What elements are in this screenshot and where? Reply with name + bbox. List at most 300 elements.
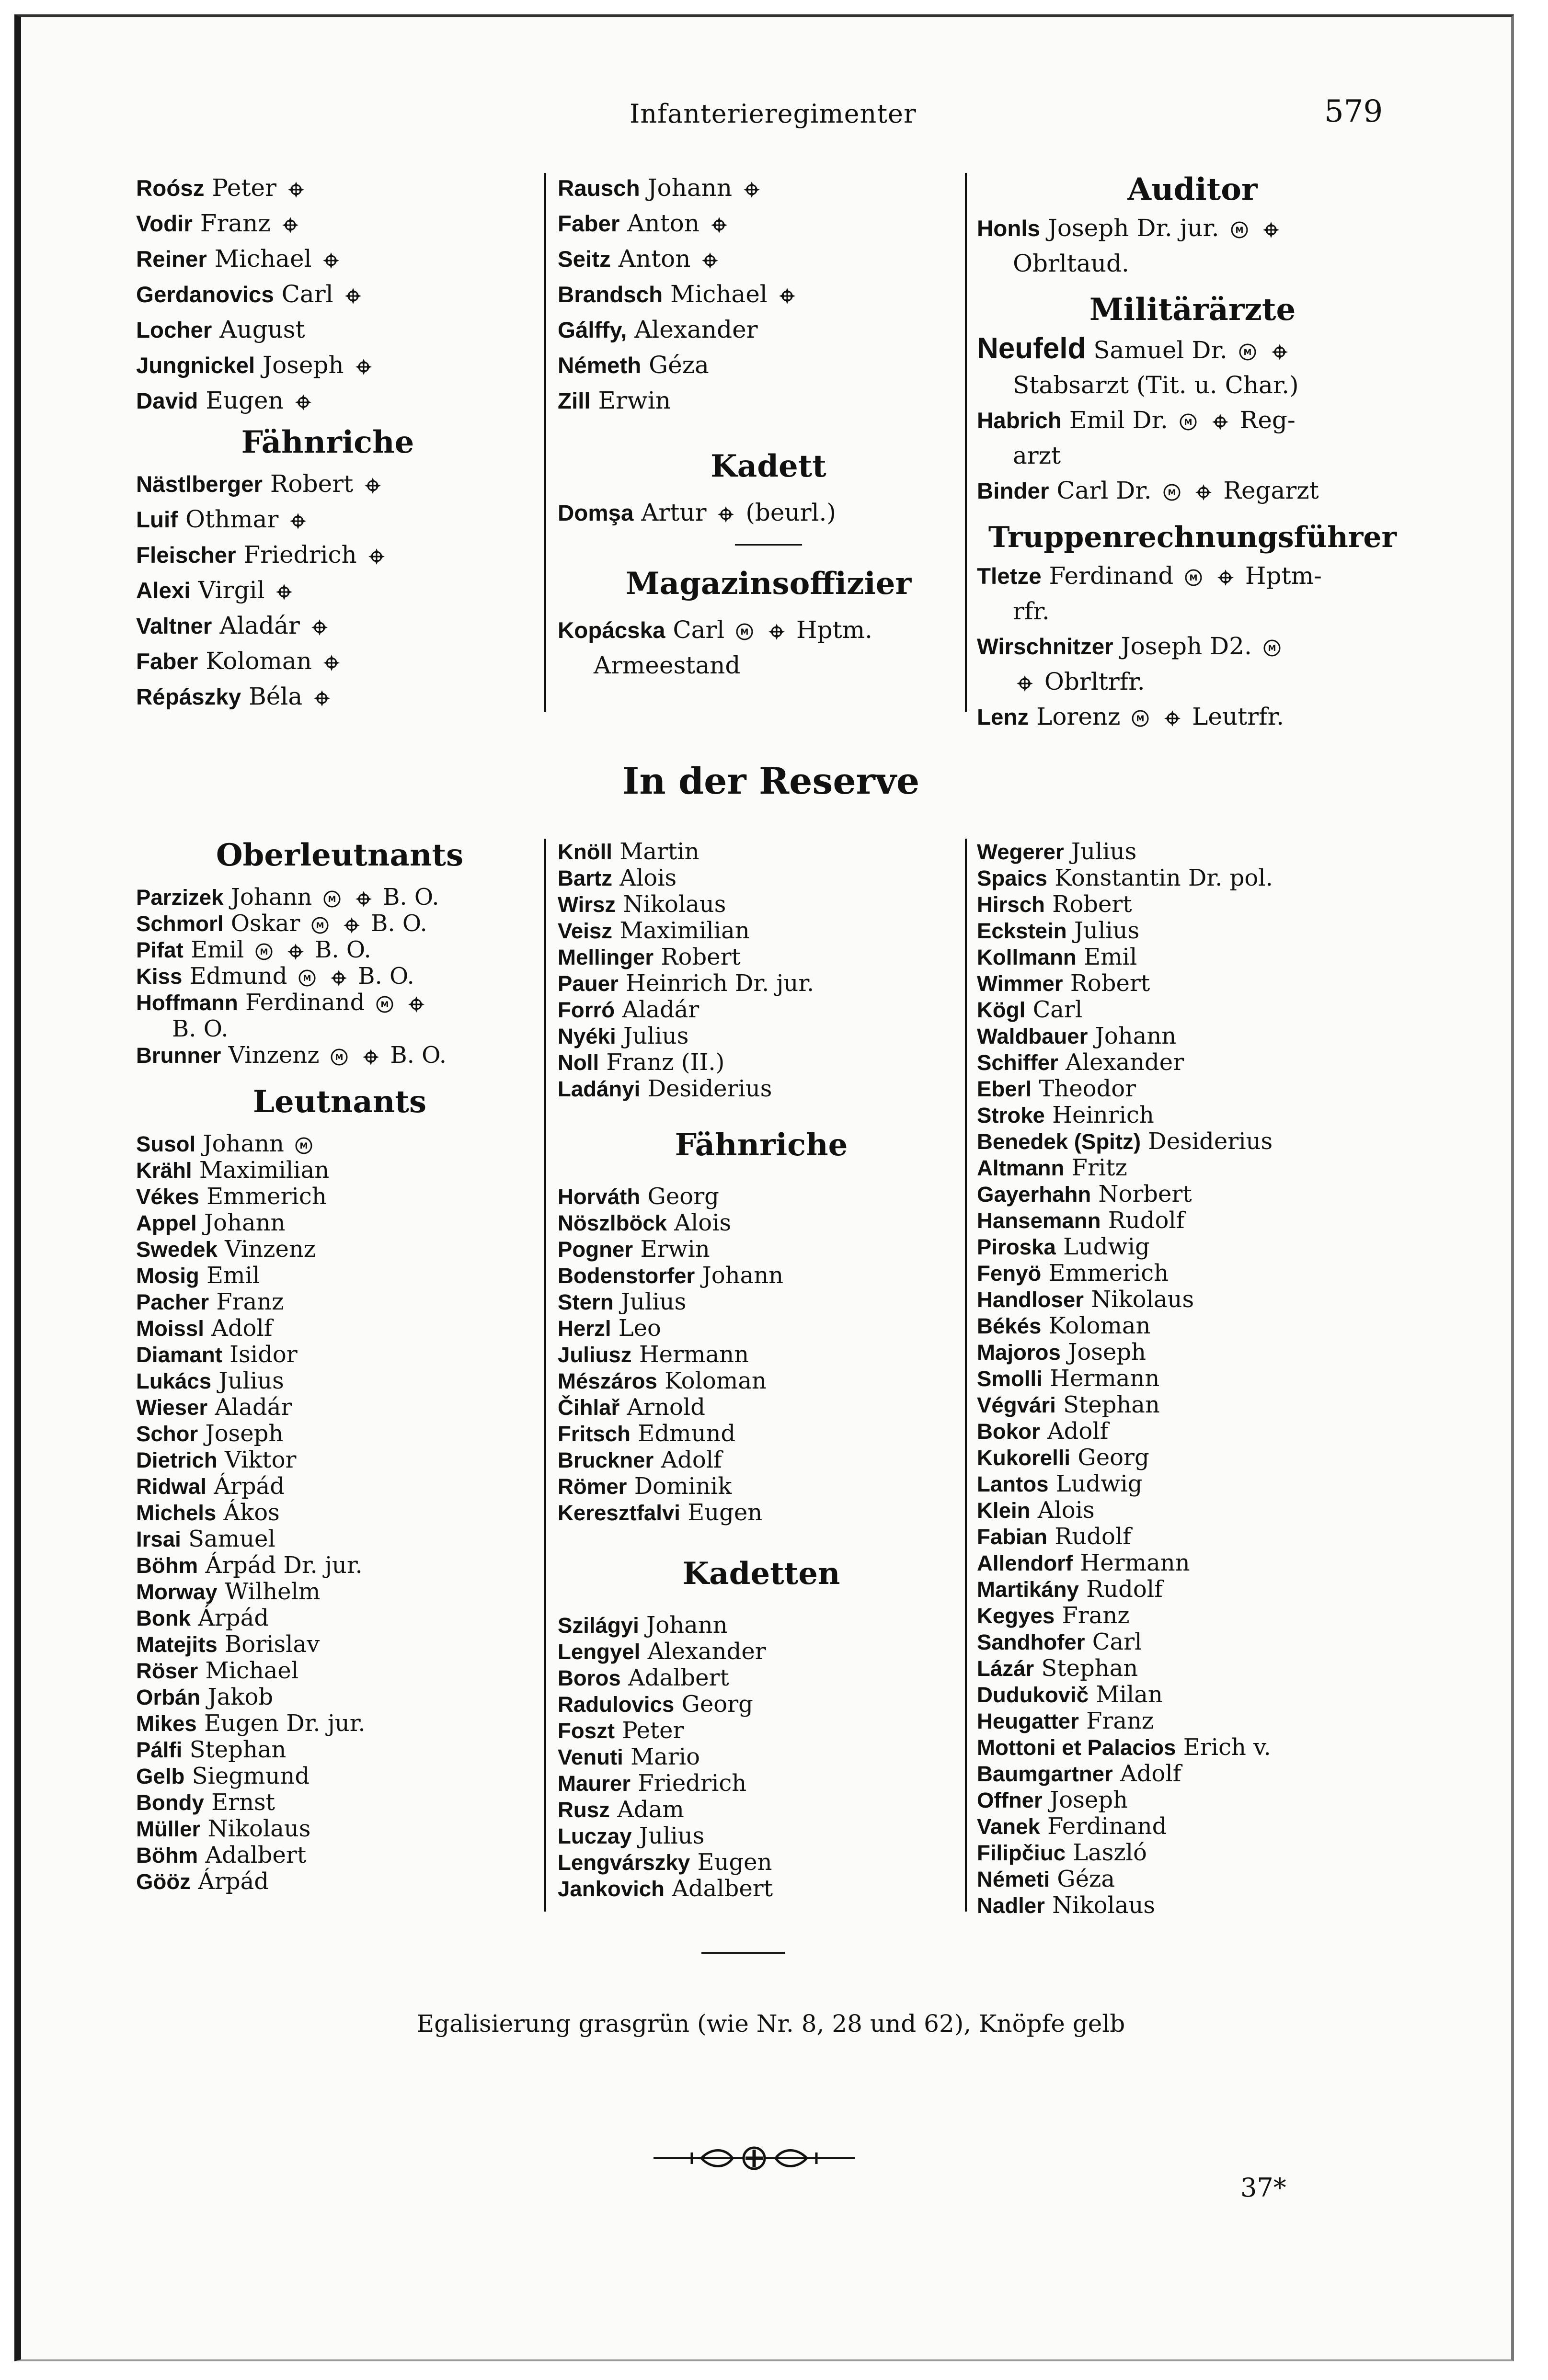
- roster-entry: [136, 1263, 543, 1289]
- given-name: Adalbert: [628, 1664, 729, 1691]
- svg-text:M: M: [1268, 644, 1276, 653]
- given-name: Emmerich: [206, 1183, 327, 1210]
- roster-entry: [136, 1658, 543, 1684]
- roster-entry: [977, 1234, 1432, 1260]
- roster-entry: [558, 1612, 965, 1639]
- given-name: Vinzenz: [228, 1042, 320, 1069]
- roster-entry: [558, 1023, 965, 1049]
- roster-entry: [977, 1155, 1432, 1181]
- roster-entry: [136, 312, 519, 348]
- last-name: Susol: [136, 1132, 196, 1156]
- given-name: Árpád: [214, 1473, 285, 1500]
- given-name: Edmund: [189, 963, 287, 990]
- roster-entry: [977, 1813, 1432, 1840]
- roster-entry-continuation: [977, 246, 1408, 281]
- given-name: Desiderius: [1148, 1128, 1273, 1155]
- last-name: Binder: [977, 478, 1049, 504]
- last-name: Michels: [136, 1501, 217, 1525]
- roster-entry-continuation: [977, 438, 1408, 473]
- given-name: Othmar: [185, 505, 279, 533]
- last-name: Zill: [558, 388, 591, 414]
- given-name: Joseph: [205, 1420, 284, 1447]
- last-name: Heugatter: [977, 1709, 1079, 1733]
- roster-entry: [977, 997, 1432, 1023]
- rank-continuation: arzt: [1013, 442, 1061, 469]
- roster-entry-continuation: [977, 594, 1408, 629]
- merit-medal-icon: [1162, 483, 1181, 502]
- given-name: Emil: [1083, 944, 1137, 970]
- roster-entry: [977, 1181, 1432, 1207]
- roster-entry: [136, 1605, 543, 1631]
- given-name: Carl: [1032, 996, 1083, 1023]
- given-name: Vinzenz: [225, 1236, 316, 1263]
- merit-medal-icon: [330, 1048, 349, 1067]
- last-name: Röser: [136, 1659, 198, 1683]
- last-name: Maurer: [558, 1771, 631, 1796]
- roster-entry: [977, 403, 1408, 438]
- last-name: Sandhofer: [977, 1630, 1085, 1654]
- roster-entry: [977, 1392, 1432, 1418]
- cross-decoration-icon: [310, 618, 329, 637]
- last-name: Horváth: [558, 1184, 641, 1209]
- section-heading-kadett: Kadett: [711, 448, 826, 484]
- given-name: Joseph: [263, 351, 344, 379]
- last-name: Seitz: [558, 247, 611, 272]
- roster-entry: [977, 918, 1432, 944]
- cross-decoration-icon: [1262, 221, 1280, 239]
- given-name: Friedrich: [638, 1770, 747, 1797]
- given-name: Erwin: [598, 387, 671, 414]
- given-name: Carl: [673, 616, 725, 644]
- roster-entry: [558, 970, 965, 997]
- ornament-icon: [654, 2144, 855, 2173]
- given-name: Jakob: [207, 1684, 274, 1710]
- column-rule: [965, 839, 967, 1912]
- roster-entry: [558, 312, 979, 348]
- roster-entry: [558, 1473, 965, 1500]
- last-name: Habrich: [977, 408, 1062, 433]
- roster-entry: [558, 1421, 965, 1447]
- roster-entry: [558, 1744, 965, 1770]
- given-name: Nikolaus: [1052, 1892, 1156, 1919]
- cross-decoration-icon: [710, 216, 728, 234]
- roster-entry: [558, 1639, 965, 1665]
- last-name: Gelb: [136, 1764, 185, 1788]
- roster-entry: [136, 679, 519, 715]
- section-heading-kadetten: Kadetten: [682, 1556, 840, 1592]
- svg-text:M: M: [1235, 226, 1244, 235]
- given-name: Friedrich: [243, 541, 357, 569]
- roster-entry: [977, 473, 1408, 509]
- cross-decoration-icon: [768, 623, 786, 641]
- given-name: Martin: [619, 838, 699, 865]
- svg-text:M: M: [316, 921, 324, 931]
- merit-medal-icon: [1131, 709, 1150, 728]
- merit-medal-icon: [735, 622, 754, 641]
- given-name: Koloman: [206, 647, 312, 675]
- given-name: Julius: [639, 1822, 705, 1849]
- given-name: Artur: [641, 499, 707, 526]
- given-name: Franz: [200, 209, 271, 237]
- given-name: Adam: [617, 1796, 684, 1823]
- last-name: Baumgartner: [977, 1762, 1113, 1786]
- merit-medal-icon: [254, 942, 274, 961]
- last-name: Kollmann: [977, 945, 1077, 969]
- cross-decoration-icon: [289, 512, 307, 530]
- roster-entry: [558, 944, 965, 970]
- given-name: Carl: [1092, 1628, 1142, 1655]
- last-name: Végvári: [977, 1393, 1056, 1417]
- given-name: Ákos: [223, 1499, 280, 1526]
- reserve-column-1: [136, 836, 543, 1895]
- roster-entry: [977, 891, 1432, 918]
- last-name: Handloser: [977, 1287, 1084, 1312]
- given-name: Julius: [620, 1288, 687, 1315]
- last-name: Lantos: [977, 1472, 1049, 1496]
- given-name: Michael: [670, 280, 768, 308]
- running-head: Infanterieregimenter: [630, 99, 917, 129]
- given-name: Robert: [270, 470, 354, 498]
- roster-entry: [558, 613, 979, 648]
- cross-decoration-icon: [1211, 413, 1229, 431]
- given-name: Julius: [623, 1023, 689, 1049]
- given-name: Nikolaus: [623, 891, 726, 918]
- given-name: Laszló: [1073, 1839, 1147, 1866]
- last-name: Majoros: [977, 1340, 1061, 1365]
- last-name: Reiner: [136, 247, 207, 272]
- column-rule: [544, 839, 546, 1912]
- merit-medal-icon: [298, 968, 317, 988]
- roster-entry: [558, 865, 965, 891]
- section-heading-leutnants: Leutnants: [253, 1084, 426, 1120]
- last-name: Valtner: [136, 614, 212, 639]
- roster-entry: [136, 937, 543, 963]
- roster-entry: [558, 1691, 965, 1718]
- given-name: Carl: [281, 280, 333, 308]
- cross-decoration-icon: [701, 251, 719, 270]
- roster-entry: [136, 1342, 543, 1368]
- given-name: Árpád: [198, 1605, 269, 1631]
- last-name: Smolli: [977, 1367, 1043, 1391]
- last-name: Herzl: [558, 1316, 611, 1341]
- roster-entry: [136, 573, 519, 608]
- last-name: Bonk: [136, 1606, 191, 1630]
- last-name: Eckstein: [977, 919, 1067, 943]
- roster-entry: [977, 944, 1432, 970]
- roster-entry: [136, 1631, 543, 1658]
- roster-entry: [558, 839, 965, 865]
- last-name: Čihlař: [558, 1395, 620, 1420]
- cross-decoration-icon: [1016, 674, 1034, 693]
- last-name: Mottoni et Palacios: [977, 1735, 1176, 1760]
- roster-entry: [558, 1447, 965, 1473]
- cross-decoration-icon: [778, 287, 796, 305]
- roster-entry: [136, 1315, 543, 1342]
- given-name: Peter: [212, 174, 276, 202]
- last-name: Mikes: [136, 1711, 197, 1736]
- last-name: Dietrich: [136, 1448, 218, 1472]
- last-name: Fenyö: [977, 1261, 1042, 1286]
- rank: Regarzt: [1223, 477, 1319, 504]
- roster-entry: [977, 1524, 1432, 1550]
- given-name: Johann: [230, 884, 312, 911]
- last-name: Gööz: [136, 1869, 191, 1894]
- cross-decoration-icon: [1163, 709, 1181, 728]
- given-name: Joseph: [1068, 1339, 1146, 1366]
- last-name: Pálfi: [136, 1738, 183, 1762]
- rank-continuation: Armeestand: [594, 651, 741, 679]
- roster-entry: [136, 1868, 543, 1895]
- section-heading-magazinsoffizier: Magazinsoffizier: [625, 566, 912, 602]
- roster-entry: [977, 1682, 1432, 1708]
- roster-entry: [977, 1497, 1432, 1524]
- svg-text:M: M: [1243, 348, 1252, 357]
- last-name: Wimmer: [977, 971, 1063, 996]
- given-name: Koloman: [665, 1367, 767, 1394]
- given-name: Rudolf: [1108, 1207, 1185, 1234]
- last-name: Irsai: [136, 1527, 181, 1551]
- last-name: Hansemann: [977, 1208, 1101, 1233]
- rank-continuation: rfr.: [1013, 597, 1050, 625]
- roster-entry: [136, 1157, 543, 1184]
- last-name: Nöszlböck: [558, 1211, 667, 1235]
- given-name: Julius: [1074, 917, 1140, 944]
- cross-decoration-icon: [364, 477, 382, 495]
- roster-entry: [558, 277, 979, 312]
- last-name: Schiffer: [977, 1050, 1058, 1075]
- roster-entry: [558, 1076, 965, 1102]
- last-name: Bruckner: [558, 1448, 654, 1472]
- cross-decoration-icon: [343, 916, 361, 934]
- section-heading-auditor: Auditor: [1127, 171, 1258, 207]
- cross-decoration-icon: [322, 251, 340, 270]
- given-name: Aladár: [215, 1394, 292, 1421]
- roster-entry-continuation: [977, 664, 1408, 699]
- given-name: Leo: [618, 1315, 661, 1342]
- given-name: Franz: [216, 1288, 284, 1315]
- last-name: Boros: [558, 1666, 621, 1690]
- roster-entry: [136, 1816, 543, 1842]
- roster-entry: [558, 1315, 965, 1342]
- roster-entry: [977, 1207, 1432, 1234]
- reserve-column-3: [977, 839, 1432, 1919]
- given-name: Dominik: [634, 1473, 732, 1500]
- last-name: Roósz: [136, 176, 205, 201]
- roster-entry: [558, 348, 979, 383]
- given-name: Rudolf: [1086, 1576, 1163, 1603]
- last-name: Kögl: [977, 998, 1026, 1022]
- last-name: Schmorl: [136, 911, 224, 936]
- last-name: Radulovics: [558, 1692, 675, 1717]
- section-heading-fahnriche: Fähnriche: [241, 424, 414, 460]
- given-name: Alois: [1037, 1497, 1095, 1524]
- given-name: Milan: [1096, 1681, 1163, 1708]
- given-name: Erich v.: [1183, 1734, 1271, 1761]
- last-name: Alexi: [136, 578, 191, 604]
- given-name: Adalbert: [205, 1842, 307, 1868]
- last-name: Gayerhahn: [977, 1182, 1091, 1207]
- roster-entry: [136, 1421, 543, 1447]
- merit-medal-icon: [322, 889, 342, 909]
- given-name: Borislav: [225, 1631, 320, 1658]
- last-name: Nadler: [977, 1893, 1045, 1918]
- last-name: Lenz: [977, 705, 1029, 730]
- last-name: Venuti: [558, 1745, 623, 1769]
- rank: B. O.: [315, 936, 371, 963]
- given-name: Virgil: [198, 576, 265, 604]
- roster-entry: [558, 1049, 965, 1076]
- last-name: Böhm: [136, 1553, 198, 1578]
- roster-entry: [977, 1366, 1432, 1392]
- roster-entry: [136, 1394, 543, 1421]
- last-name: Knöll: [558, 840, 612, 864]
- page: [14, 14, 1514, 2361]
- svg-text:M: M: [1136, 714, 1145, 724]
- given-name: Emmerich: [1048, 1260, 1169, 1287]
- given-name: Alois: [674, 1209, 732, 1236]
- roster-entry: [977, 1023, 1432, 1049]
- page-number: 579: [1324, 94, 1383, 129]
- cross-decoration-icon: [1271, 343, 1289, 361]
- svg-text:M: M: [303, 973, 311, 983]
- last-name: Bartz: [558, 866, 613, 890]
- roster-entry: [558, 1184, 965, 1210]
- given-name: Ludwig: [1055, 1470, 1143, 1497]
- given-name: Anton: [627, 209, 699, 237]
- last-name: Lengvárszky: [558, 1850, 690, 1875]
- last-name: Noll: [558, 1050, 599, 1075]
- section-heading-militaraerzte: Militärärzte: [1089, 292, 1296, 328]
- given-name: Ferdinand: [1047, 1813, 1167, 1840]
- last-name: Benedek (Spitz): [977, 1129, 1141, 1154]
- reserve-heading: In der Reserve: [622, 760, 920, 802]
- given-name: Alexander: [647, 1638, 766, 1665]
- given-name: Oskar: [230, 910, 300, 937]
- svg-text:M: M: [380, 1000, 389, 1010]
- merit-medal-icon: [1230, 220, 1249, 239]
- last-name: Neufeld: [977, 332, 1086, 365]
- given-name: Anton: [618, 245, 691, 273]
- roster-entry: [558, 918, 965, 944]
- last-name: Pacher: [136, 1290, 209, 1314]
- given-name: Heinrich: [1052, 1102, 1154, 1128]
- given-name: Adalbert: [672, 1875, 773, 1902]
- cross-decoration-icon: [281, 216, 299, 234]
- reserve-column-2: [558, 839, 965, 1902]
- given-name: Alois: [619, 865, 677, 891]
- given-name: Adolf: [1120, 1760, 1181, 1787]
- rank: Hptm-: [1245, 562, 1322, 590]
- last-name: Lengyel: [558, 1640, 641, 1664]
- roster-entry: [136, 277, 519, 312]
- roster-entry: [136, 1710, 543, 1737]
- last-name: Ridwal: [136, 1474, 206, 1499]
- merit-medal-icon: [1238, 342, 1257, 362]
- last-name: Krähl: [136, 1158, 192, 1183]
- given-name: Johann: [646, 1612, 728, 1639]
- last-name: Lukács: [136, 1369, 212, 1393]
- roster-entry: [977, 1787, 1432, 1813]
- last-name: Foszt: [558, 1719, 615, 1743]
- roster-entry: [558, 1236, 965, 1263]
- given-name: Georg: [1078, 1444, 1149, 1471]
- given-name: Alexander: [634, 316, 758, 343]
- cross-decoration-icon: [287, 181, 305, 199]
- last-name: Németi: [977, 1867, 1050, 1891]
- last-name: Fritsch: [558, 1422, 631, 1446]
- svg-text:M: M: [299, 1141, 308, 1151]
- last-name: Rusz: [558, 1798, 610, 1822]
- given-name: Adolf: [211, 1315, 273, 1342]
- given-name: Lorenz: [1036, 703, 1121, 730]
- roster-entry: [136, 1184, 543, 1210]
- given-name: Johann: [203, 1130, 284, 1157]
- cross-decoration-icon: [1216, 569, 1235, 587]
- given-name: Arnold: [627, 1394, 705, 1421]
- last-name: Faber: [558, 211, 620, 237]
- given-name: Julius: [1071, 838, 1137, 865]
- given-name: Joseph Dr. jur.: [1047, 214, 1219, 242]
- cross-decoration-icon: [717, 505, 735, 524]
- given-name: Johann: [1095, 1023, 1177, 1049]
- given-name: Theodor: [1039, 1075, 1136, 1102]
- given-name: Johann: [647, 174, 733, 202]
- merit-medal-icon: [1184, 568, 1203, 587]
- given-name: Desiderius: [647, 1075, 772, 1102]
- roster-entry: [977, 1287, 1432, 1313]
- roster-entry: [558, 1770, 965, 1797]
- given-name: Alexander: [1066, 1049, 1184, 1076]
- given-name: Fritz: [1071, 1154, 1127, 1181]
- given-name: Peter: [622, 1717, 684, 1744]
- roster-entry: [136, 1236, 543, 1263]
- roster-entry: [136, 537, 519, 573]
- last-name: Jankovich: [558, 1877, 665, 1901]
- given-name: Rudolf: [1055, 1523, 1131, 1550]
- roster-entry: [136, 1289, 543, 1315]
- roster-entry: [977, 970, 1432, 997]
- roster-entry: [558, 1500, 965, 1526]
- last-name: Böhm: [136, 1843, 198, 1868]
- last-name: Moissl: [136, 1316, 204, 1341]
- merit-medal-icon: [294, 1136, 313, 1155]
- roster-entry: [136, 348, 519, 383]
- roster-entry: [136, 1473, 543, 1500]
- roster-entry: [977, 1445, 1432, 1471]
- roster-entry: [977, 1708, 1432, 1734]
- last-name: Vékes: [136, 1184, 199, 1209]
- last-name: Pogner: [558, 1237, 633, 1262]
- roster-entry: [136, 206, 519, 241]
- cross-decoration-icon: [275, 583, 293, 601]
- last-name: Nyéki: [558, 1024, 616, 1048]
- rank: B. O.: [383, 884, 439, 911]
- svg-text:M: M: [1168, 488, 1176, 498]
- decoration-abbrev: D2.: [1210, 632, 1252, 660]
- roster-entry: [558, 1394, 965, 1421]
- last-name: Forró: [558, 998, 615, 1022]
- given-name: Eugen: [697, 1849, 772, 1876]
- last-name: Rausch: [558, 176, 640, 201]
- rank: Stabsarzt (Tit. u. Char.): [1013, 371, 1299, 399]
- roster-entry: [136, 1526, 543, 1552]
- given-name: Árpád: [198, 1868, 269, 1895]
- given-name: Emil: [206, 1262, 260, 1289]
- last-name: Spaics: [977, 866, 1047, 890]
- given-name: Julius: [218, 1367, 284, 1394]
- cross-decoration-icon: [743, 181, 761, 199]
- last-name: Brunner: [136, 1043, 221, 1068]
